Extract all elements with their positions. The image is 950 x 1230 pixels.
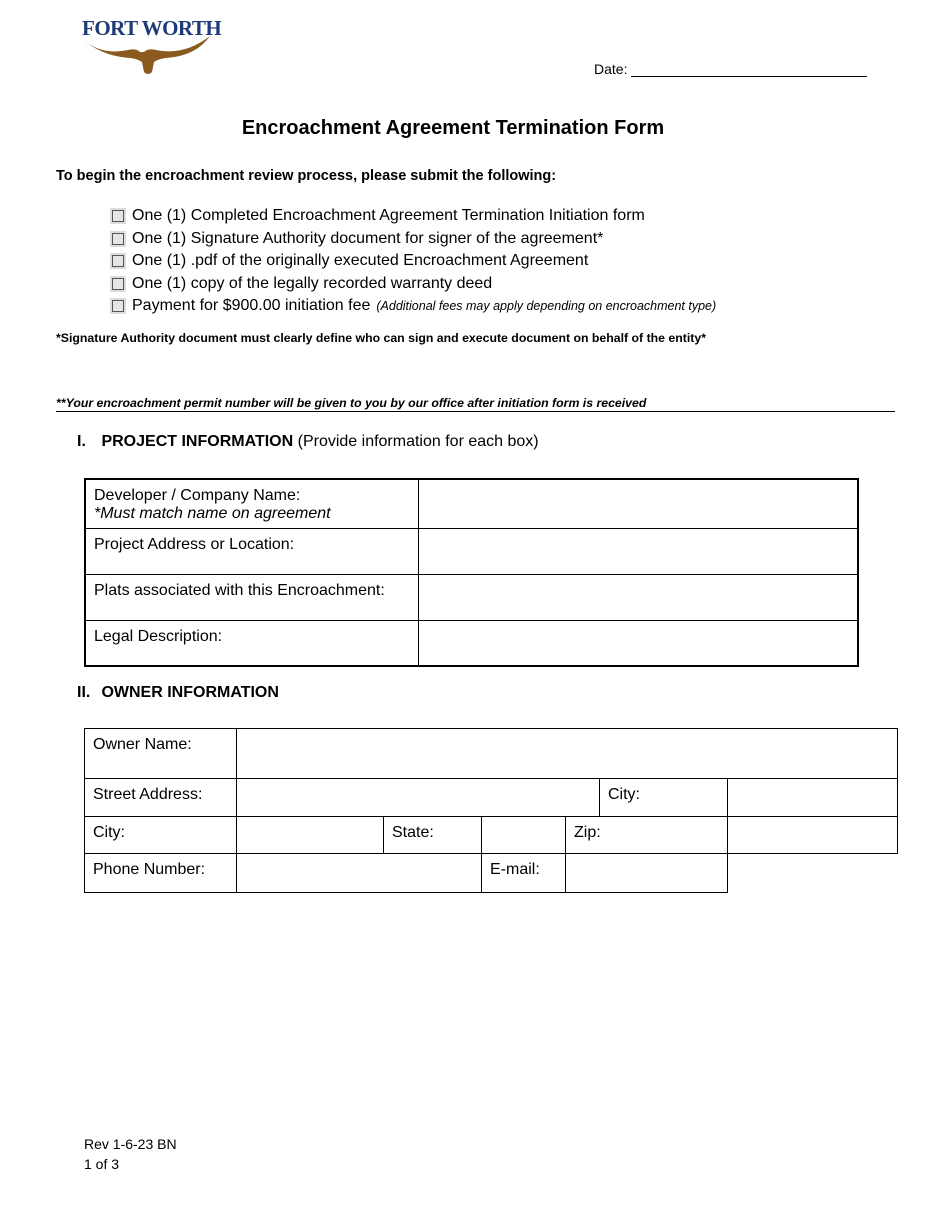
- project-information-table: [84, 478, 859, 667]
- requirements-checklist: [112, 205, 716, 318]
- developer-label-cell: [85, 479, 418, 528]
- form-title: Encroachment Agreement Termination Form: [241, 117, 665, 139]
- zip-label: Zip:: [566, 817, 728, 854]
- developer-name-input[interactable]: [418, 479, 858, 528]
- checklist-item: [112, 205, 716, 228]
- checkbox[interactable]: [112, 210, 124, 222]
- page-footer: [84, 1134, 177, 1174]
- longhorn-icon: [80, 32, 220, 74]
- fort-worth-logo: [80, 14, 220, 74]
- checkbox[interactable]: [112, 233, 124, 245]
- street-address-label: Street Address:: [85, 779, 237, 817]
- checklist-item: [112, 228, 716, 251]
- checklist-item: [112, 250, 716, 273]
- table-row: [85, 817, 898, 854]
- email-input[interactable]: [566, 854, 728, 893]
- revision-text: Rev 1-6-23 BN: [84, 1136, 177, 1152]
- developer-sublabel: *Must match name on agreement: [94, 505, 331, 522]
- state-label: State:: [384, 817, 482, 854]
- state-input[interactable]: [482, 817, 566, 854]
- city-input[interactable]: [728, 779, 898, 817]
- date-field: [594, 60, 867, 77]
- fee-note: (Additional fees may apply depending on encroachment type): [376, 299, 717, 314]
- checklist-item-text: One (1) .pdf of the originally executed Encroachment Agreement: [132, 252, 589, 270]
- permit-number-note: **Your encroachment permit number will be given to you by our office after initiation form is received: [56, 396, 647, 410]
- section-title: OWNER INFORMATION: [101, 684, 279, 701]
- section-subtitle: (Provide information for each box): [297, 433, 539, 450]
- checklist-item: [112, 273, 716, 296]
- table-row: [85, 479, 858, 528]
- checkbox[interactable]: [112, 300, 124, 312]
- owner-information-table: [84, 728, 898, 893]
- city-label: City:: [85, 817, 237, 854]
- checklist-item: [112, 295, 716, 318]
- legal-description-input[interactable]: [418, 620, 858, 666]
- section-title: PROJECT INFORMATION: [101, 433, 294, 450]
- section-owner-information-heading: [77, 684, 279, 702]
- phone-input[interactable]: [237, 854, 482, 893]
- developer-label: Developer / Company Name:: [94, 487, 301, 504]
- section-number: I.: [77, 433, 86, 450]
- signature-authority-note: *Signature Authority document must clearly define who can sign and execute document on behalf of the entity*: [56, 331, 707, 345]
- email-label: E-mail:: [482, 854, 566, 893]
- logo-text: FORT WORTH: [82, 16, 222, 40]
- table-row: [85, 574, 858, 620]
- table-row: [85, 729, 898, 779]
- date-input-line[interactable]: [631, 60, 867, 77]
- phone-label: Phone Number:: [85, 854, 237, 893]
- date-label: Date:: [594, 61, 628, 77]
- table-row: [85, 854, 898, 893]
- street-address-input[interactable]: [237, 779, 600, 817]
- section-number: II.: [77, 684, 91, 701]
- intro-text: To begin the encroachment review process, please submit the following:: [56, 168, 557, 184]
- checklist-item-text: One (1) Signature Authority document for signer of the agreement*: [132, 229, 604, 247]
- table-row: [85, 620, 858, 666]
- legal-description-label: Legal Description:: [85, 620, 418, 666]
- table-row: [85, 779, 898, 817]
- divider: [56, 411, 895, 412]
- checklist-item-text: One (1) copy of the legally recorded warranty deed: [132, 274, 493, 292]
- table-row: [85, 528, 858, 574]
- section-project-information-heading: [77, 433, 539, 451]
- city-input[interactable]: [237, 817, 384, 854]
- checkbox[interactable]: [112, 278, 124, 290]
- plats-input[interactable]: [418, 574, 858, 620]
- owner-name-label: Owner Name:: [85, 729, 237, 779]
- checklist-item-text: One (1) Completed Encroachment Agreement Termination Initiation form: [132, 207, 645, 225]
- zip-input[interactable]: [728, 817, 898, 854]
- plats-label: Plats associated with this Encroachment:: [85, 574, 418, 620]
- page-number: 1 of 3: [84, 1156, 120, 1172]
- project-address-input[interactable]: [418, 528, 858, 574]
- empty-cell: [728, 854, 898, 893]
- project-address-label: Project Address or Location:: [85, 528, 418, 574]
- checklist-item-text: Payment for $900.00 initiation fee: [132, 297, 371, 315]
- checkbox[interactable]: [112, 255, 124, 267]
- owner-name-input[interactable]: [237, 729, 898, 779]
- city-label: City:: [600, 779, 728, 817]
